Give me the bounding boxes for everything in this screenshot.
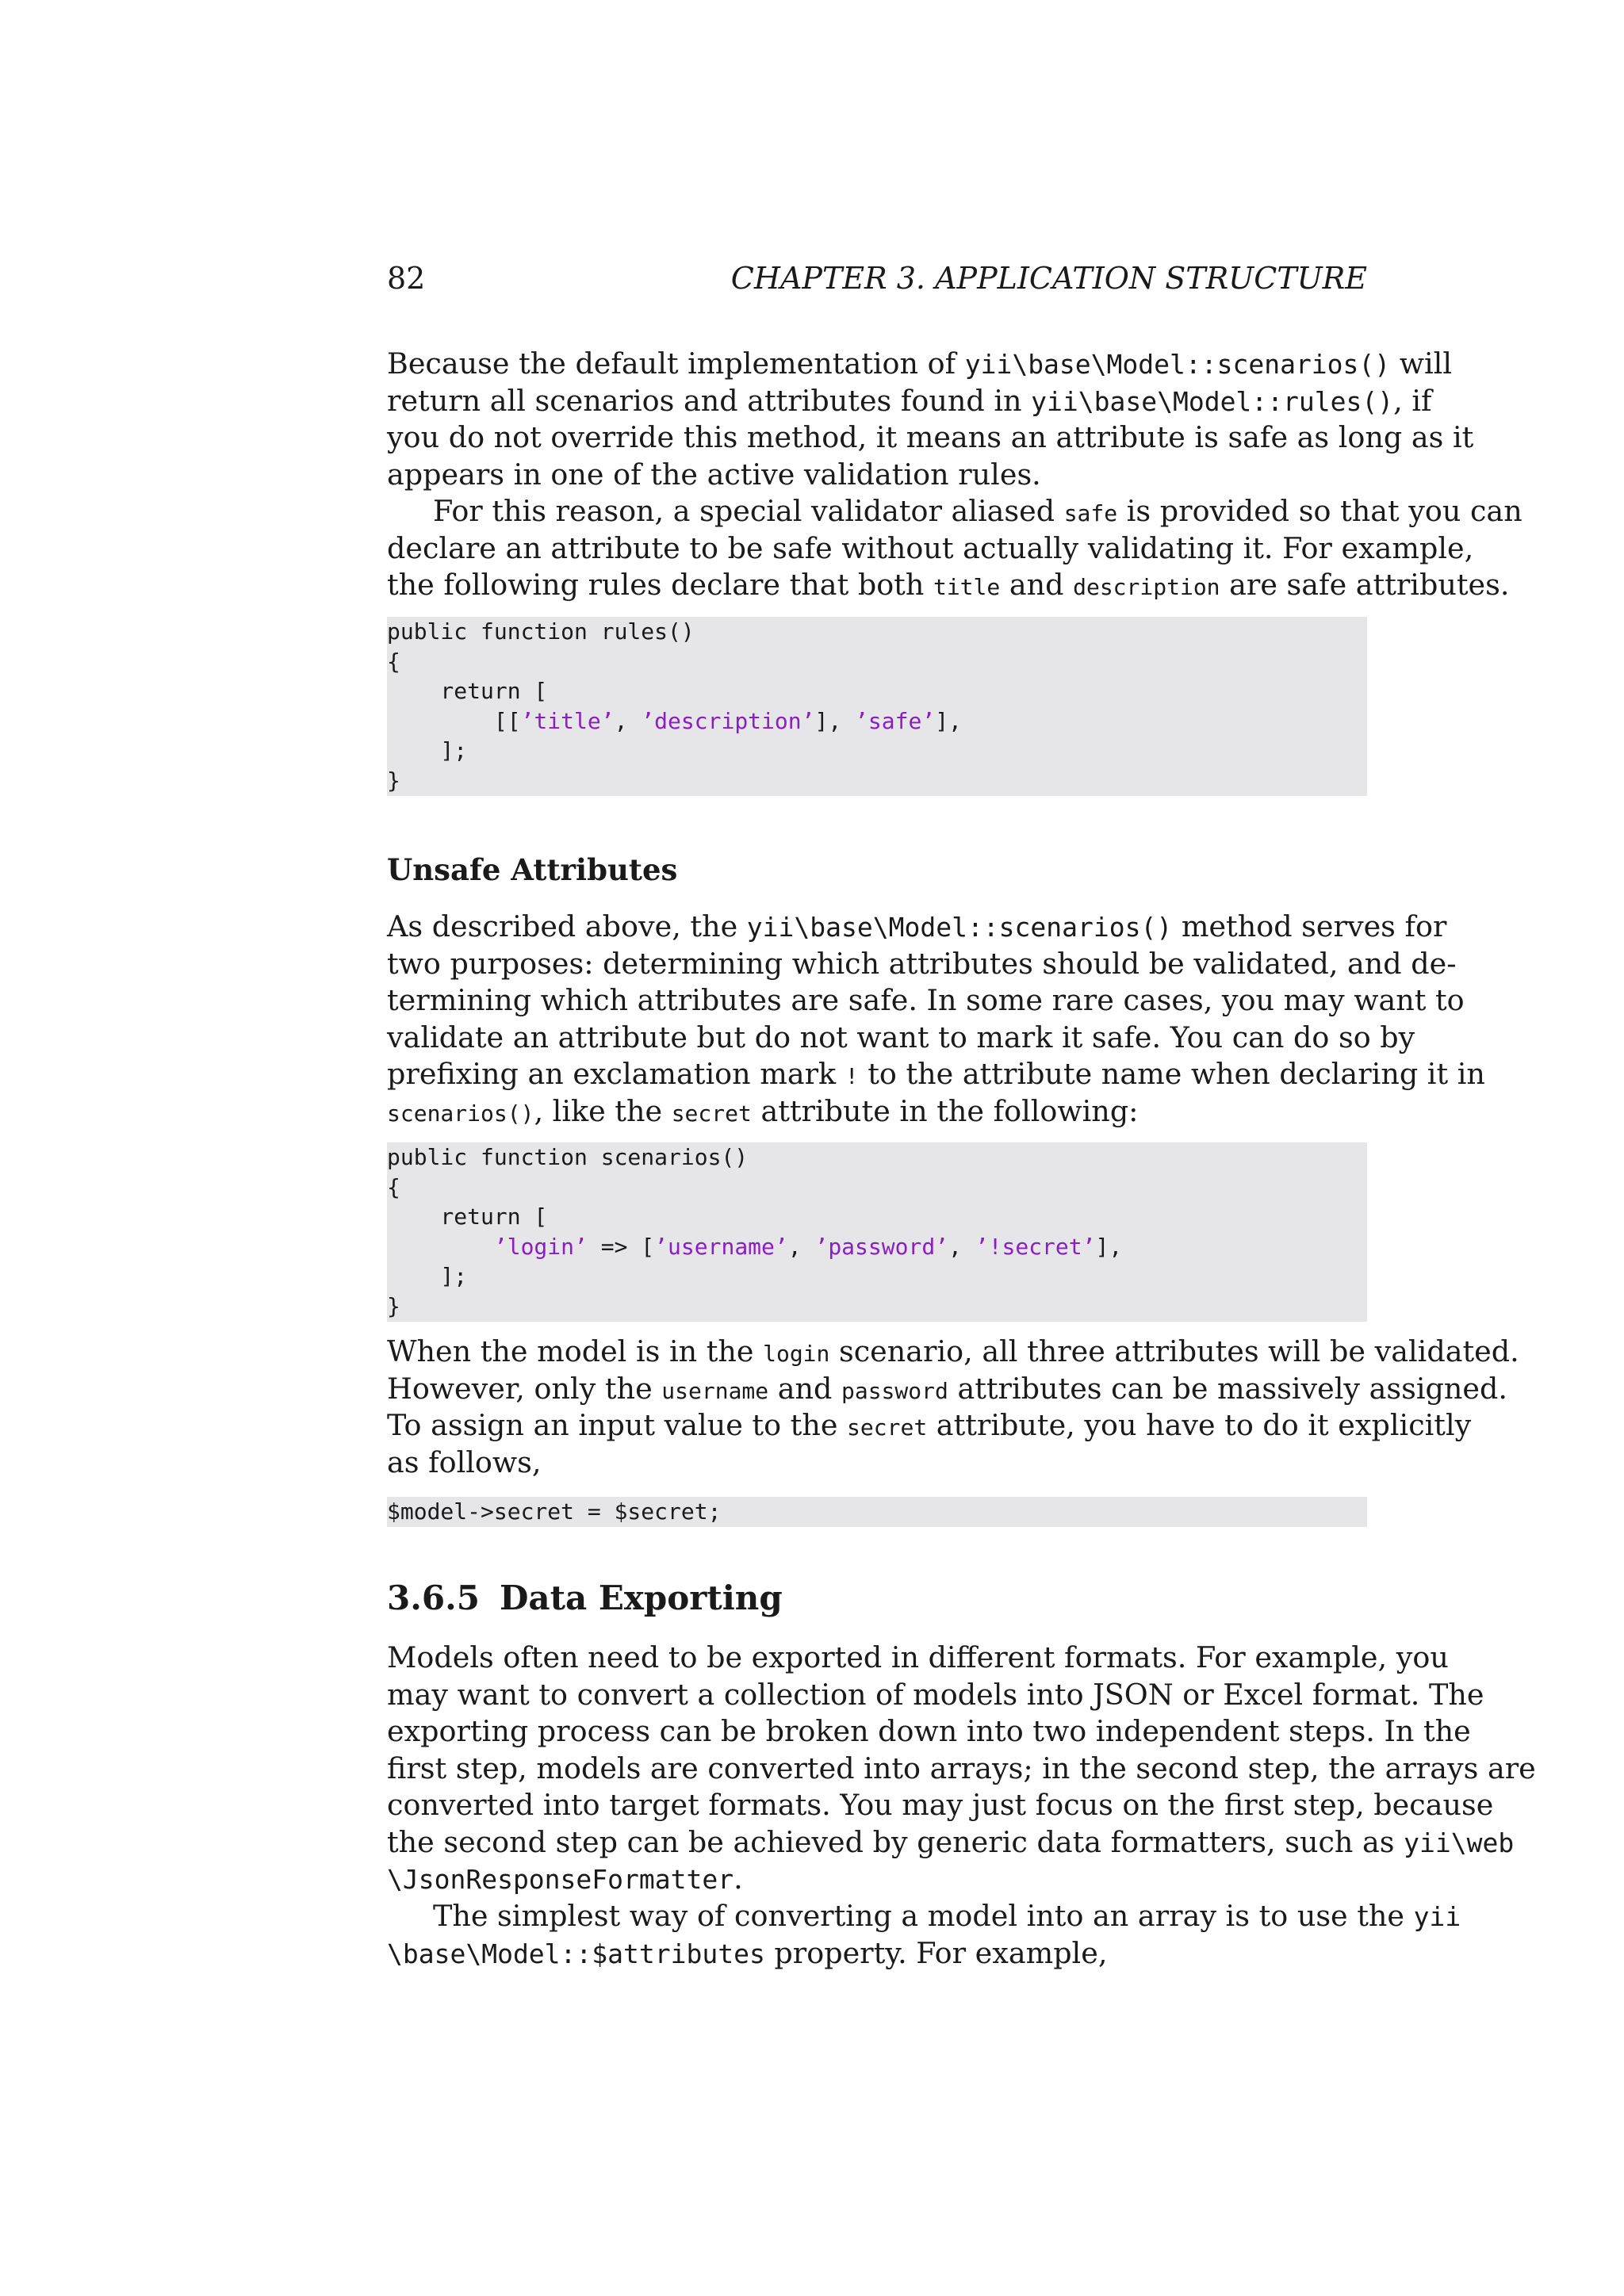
page-number: 82: [387, 261, 426, 296]
code-ref: scenarios(): [387, 1100, 534, 1127]
code-ref: secret: [671, 1100, 752, 1127]
code-line: }: [387, 767, 400, 794]
text-line: As described above, the yii\base\Model::scenarios() method serves for: [387, 909, 1447, 943]
code-block-rules: [387, 617, 1367, 796]
code-line: return [: [387, 1203, 548, 1230]
code-ref: !: [845, 1063, 859, 1089]
code-line: return [: [387, 678, 548, 705]
code-ref: yii\base\Model::rules(): [1031, 385, 1394, 417]
paragraph-default-scenarios: [387, 346, 1474, 493]
code-ref: secret: [847, 1414, 928, 1441]
text-line: To assign an input value to the secret attribute, you have to do it explicitly: [387, 1408, 1472, 1442]
code-ref: yii\web: [1404, 1827, 1515, 1858]
paragraph-safe-validator: [387, 493, 1522, 604]
code-ref: username: [661, 1377, 769, 1404]
text-line: return all scenarios and attributes found in yii\base\Model::rules(), if: [387, 383, 1432, 418]
text-line: the second step can be achieved by generic data formatters, such as yii\web: [387, 1824, 1515, 1859]
text-line: two purposes: determining which attributes should be validated, and de-: [387, 946, 1457, 981]
text-line: exporting process can be broken down into two independent steps. In the: [387, 1714, 1471, 1748]
text-line: Because the default implementation of yii\base\Model::scenarios() will: [387, 346, 1453, 381]
text-line: may want to convert a collection of models into JSON or Excel format. The: [387, 1677, 1484, 1712]
code-ref: yii\base\Model::scenarios(): [964, 349, 1391, 380]
text-line: you do not override this method, it means an attribute is safe as long as it: [387, 420, 1474, 454]
code-line: {: [387, 1173, 400, 1200]
text-line: For this reason, a special validator aliased safe is provided so that you can: [433, 494, 1522, 528]
code-ref: yii\base\Model::scenarios(): [746, 912, 1173, 943]
section-title: Data Exporting: [500, 1578, 783, 1617]
paragraph-unsafe-attributes: [387, 909, 1485, 1130]
code-line: public function rules(): [387, 618, 695, 645]
code-line: ];: [387, 737, 468, 764]
code-line: ’login’ => [’username’, ’password’, ’!secret’],: [493, 1233, 1123, 1260]
code-block-scenarios: [387, 1142, 1367, 1322]
text-line: Models often need to be exported in different formats. For example, you: [387, 1640, 1449, 1674]
code-line: ];: [387, 1263, 468, 1290]
paragraph-attributes-property: [387, 1898, 1461, 1972]
code-line: {: [387, 648, 400, 675]
code-ref: description: [1073, 574, 1220, 600]
paragraph-login-scenario: [387, 1334, 1519, 1481]
text-line: \base\Model::$attributes property. For example,: [387, 1935, 1108, 1970]
text-line: declare an attribute to be safe without actually validating it. For example,: [387, 530, 1474, 565]
text-line: as follows,: [387, 1445, 542, 1479]
code-line: }: [387, 1292, 400, 1319]
code-line: [[’title’, ’description’], ’safe’],: [387, 707, 962, 734]
code-ref: \JsonResponseFormatter: [387, 1864, 734, 1895]
text-line: \JsonResponseFormatter.: [387, 1862, 743, 1896]
code-line: public function scenarios(): [387, 1144, 749, 1170]
code-block-assign-secret: [387, 1497, 1367, 1527]
section-number: 3.6.5: [387, 1578, 480, 1617]
code-ref: safe: [1063, 500, 1118, 526]
section-heading: [387, 1576, 783, 1621]
text-line: However, only the username and password attributes can be massively assigned.: [387, 1371, 1507, 1406]
code-ref: yii: [1413, 1901, 1461, 1932]
subsection-heading: Unsafe Attributes: [387, 852, 678, 887]
text-line: termining which attributes are safe. In some rare cases, you may want to: [387, 983, 1465, 1017]
text-line: scenarios(), like the secret attribute in the following:: [387, 1093, 1139, 1128]
text-line: appears in one of the active validation rules.: [387, 457, 1041, 492]
code-ref: password: [841, 1377, 948, 1404]
code-line: $model->secret = $secret;: [387, 1498, 722, 1525]
text-line: validate an attribute but do not want to mark it safe. You can do so by: [387, 1020, 1415, 1054]
text-line: the following rules declare that both title and description are safe attributes.: [387, 568, 1510, 602]
chapter-title: CHAPTER 3. APPLICATION STRUCTURE: [730, 261, 1367, 296]
code-ref: title: [933, 574, 1001, 600]
text-line: When the model is in the login scenario, all three attributes will be validated.: [387, 1334, 1519, 1368]
code-ref: \base\Model::$attributes: [387, 1938, 765, 1969]
paragraph-data-exporting: [387, 1640, 1536, 1898]
running-head: [387, 258, 1367, 298]
text-line: converted into target formats. You may just focus on the first step, because: [387, 1788, 1494, 1822]
text-line: The simplest way of converting a model into an array is to use the yii: [433, 1899, 1461, 1933]
code-ref: login: [763, 1341, 830, 1367]
text-line: first step, models are converted into arrays; in the second step, the arrays are: [387, 1751, 1536, 1785]
text-line: prefixing an exclamation mark ! to the attribute name when declaring it in: [387, 1057, 1485, 1091]
